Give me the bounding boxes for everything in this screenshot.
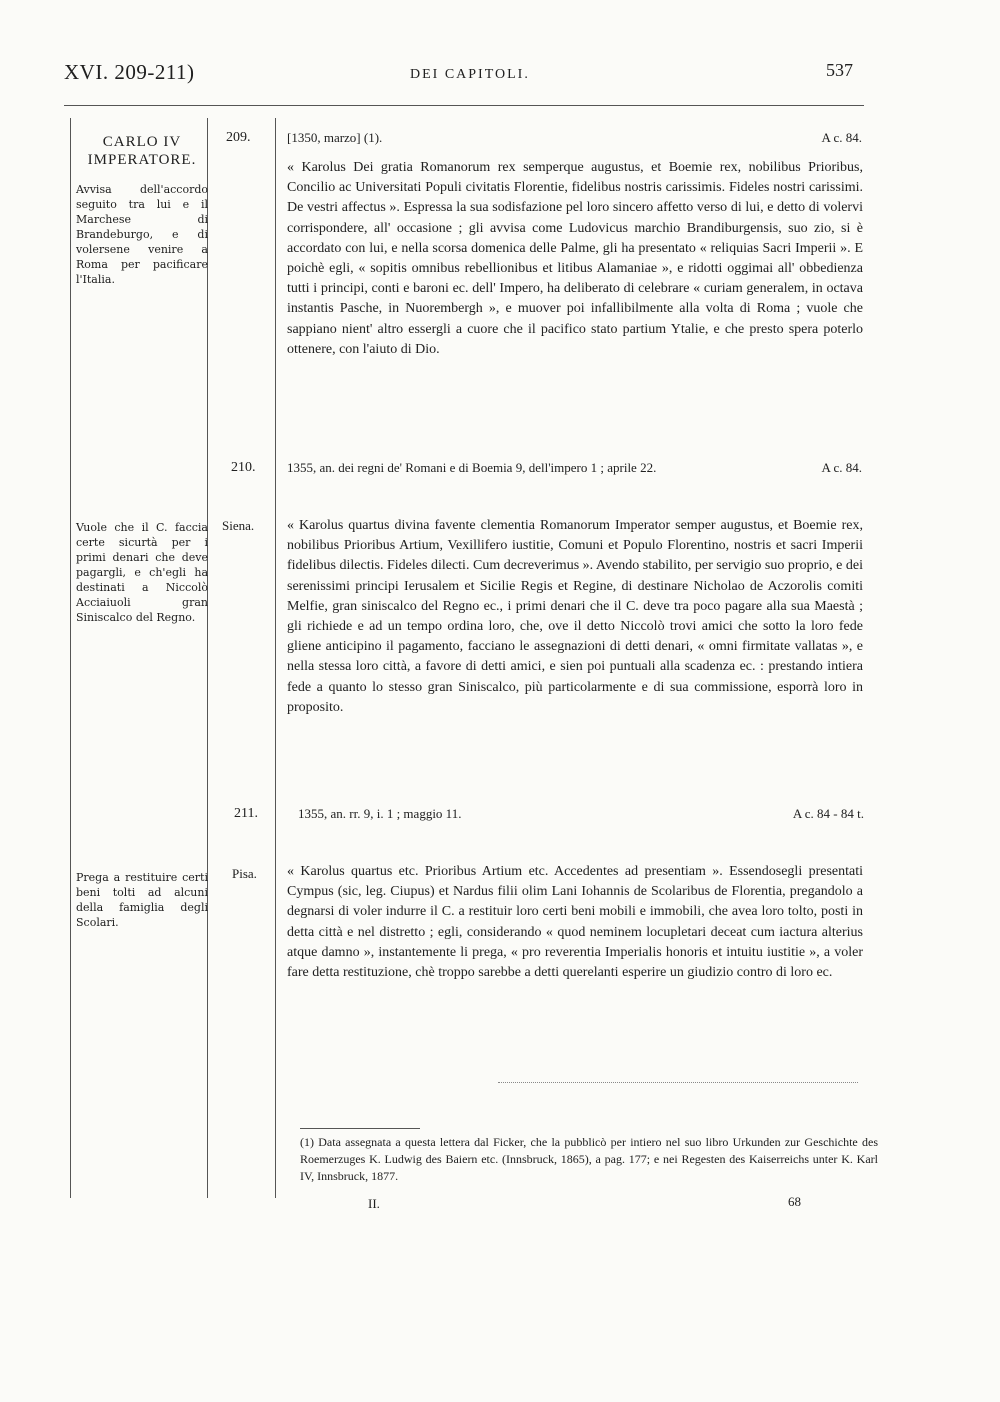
sidebar-title — [76, 133, 208, 169]
sidebar-note-211: Prega a restituire certi beni tolti ad alcuni della famiglia degli Scolari. — [76, 871, 208, 929]
entry-body-211: « Karolus quartus etc. Prioribus Artium etc. Accedentes ad presentiam ». Essendosegli presentati Cympus (sic, leg. Ciupus) et Nardus filii olim Lani Iohannis de Scolaribus de Florentia, pregandolo a degnarsi di voler indurre il C. a restituir loro certi beni mobili e immobili, che avea loro tolto, posti in detta città e nel distretto ; egli, considerando « quod neminem locupletari deceat cum iactura alterius atque damno », instantemente li prega, « pro reverentia Imperialis honoris et intuitu iustitie », a voler fare detta restituzione, chè troppo sarebbe a detti querelanti esperire un giudizio contro di loro ec. — [287, 864, 863, 981]
entry-number-211: 211. — [234, 806, 258, 821]
left-frame-rule — [70, 118, 71, 1198]
entry-body-210: « Karolus quartus divina favente clementia Romanorum Imperator semper augustus, et Boemie rex, nobilibus Prioribus Artium, Vexillifero iustitie, Comuni et Populo Florentino, nostris et sacri Imperii fidelibus dilectis. Fideles dilecti. Cum decreverimus ». Avendo stabilito, per servigio suo proprio, e dei serenissimi principi Ierusalem et Sicilie Regis et Regine, di destinare Nicholao de Aczorolis comiti Melfie, gran siniscalco del Regno ec., i primi denari che il C. deve tra poco pagare alla sua Maestà ; gli richiede e ad un tempo ordina loro, che, ove il detto Niccolò trovi amici che sotto la loro fede gliene anticipino il pagamento, facciano le assegnazioni di detti denari, « omni firmitate vallatas », e nella stessa loro città, a favore di detti amici, e sien poi puntuali alla scadenza ec. : prestando intiera fede a quanto lo stesso gran Siniscalco, più particolarmente e di sua commissione, esporrà loro in proposito. — [287, 518, 863, 715]
running-head-title: DEI CAPITOLI. — [410, 67, 530, 82]
entry-body-209: « Karolus Dei gratia Romanorum rex semperque augustus, et Boemie rex, nobilibus Prioribus, Concilio ac Universitati Populi civitatis Florentie, fidelibus nostris carissimis. Fideles nostri carissimi. De vestri affectus ». Espressa la sua sodisfazione pel loro sincero affetto verso di lui, e detto di volervi corrispondere, all' occasione ; gli avvisa come Ludovicus marchio Brandiburgensis, suo zio, si è accordato con lui, e nella scorsa domenica delle Palme, gli ha presentato « reliquias Sacri Imperii ». E poichè egli, « sopitis omnibus rebellionibus et litibus Alamaniae », e ridotti oggimai all' obbedienza tutti i principi, conti e baroni ec. dell' Impero, ha deliberato di celebrare « curiam generalem, in octava instantis Pasche, in Nuorembergh », e muover poi infallibilmente alla volta di Roma ; vuole che sappiano nient' altro essergli a cuore che il pacifico stato partium Ytalie, e che presto spera poterlo ottenere, con l'aiuto di Dio. — [287, 160, 863, 357]
running-head-left: XVI. 209-211) — [64, 60, 195, 84]
entry-date-209: [1350, marzo] (1). — [287, 130, 383, 145]
entry-ref-211: A c. 84 - 84 t. — [792, 806, 864, 821]
entry-text-210 — [287, 516, 863, 718]
sidebar-note-209: Avvisa dell'accordo seguito tra lui e il Marchese di Brandeburgo, e di volersene venire a Roma per pacificare l'Italia. — [76, 183, 208, 286]
signature-mark: 68 — [788, 1194, 801, 1209]
entry-text-211 — [287, 862, 863, 983]
entry-place-211: Pisa. — [232, 866, 257, 881]
footnote-rule — [300, 1128, 420, 1129]
column-rule-2 — [275, 118, 276, 1198]
sidebar-title-line1: CARLO IV — [102, 134, 182, 150]
entry-ref-209: A c. 84. — [821, 130, 862, 145]
entry-heading-210 — [287, 460, 862, 476]
entry-place-210: Siena. — [222, 518, 255, 533]
sidebar-title-line2: IMPERATORE. — [87, 152, 197, 168]
entry-heading-209 — [287, 130, 862, 146]
volume-mark: II. — [368, 1196, 380, 1211]
entry-ref-210: A c. 84. — [821, 460, 862, 475]
sidebar-note-210: Vuole che il C. faccia certe sicurtà per i primi denari che deve pagargli, e ch'egli ha destinati a Niccolò Acciaiuoli gran Siniscalco del Regno. — [76, 521, 208, 624]
entry-number-209: 209. — [226, 130, 251, 145]
entry-number-210: 210. — [231, 460, 256, 475]
page-number: 537 — [826, 60, 853, 80]
top-rule — [64, 105, 864, 106]
entry-text-209 — [287, 158, 863, 360]
dotted-separator — [498, 1082, 858, 1083]
entry-date-211: 1355, an. rr. 9, i. 1 ; maggio 11. — [298, 806, 462, 821]
entry-heading-211 — [298, 806, 864, 822]
entry-date-210: 1355, an. dei regni de' Romani e di Boemia 9, dell'impero 1 ; aprile 22. — [287, 460, 657, 475]
footnote: (1) Data assegnata a questa lettera dal Ficker, che la pubblicò per intiero nel suo libro Urkunden zur Geschichte des Roemerzuges K. Ludwig des Baiern etc. (Innsbruck, 1865), a pag. 177; e nei Regesten des Kaiserreichs unter K. Karl IV, Innsbruck, 1877. — [300, 1135, 878, 1183]
